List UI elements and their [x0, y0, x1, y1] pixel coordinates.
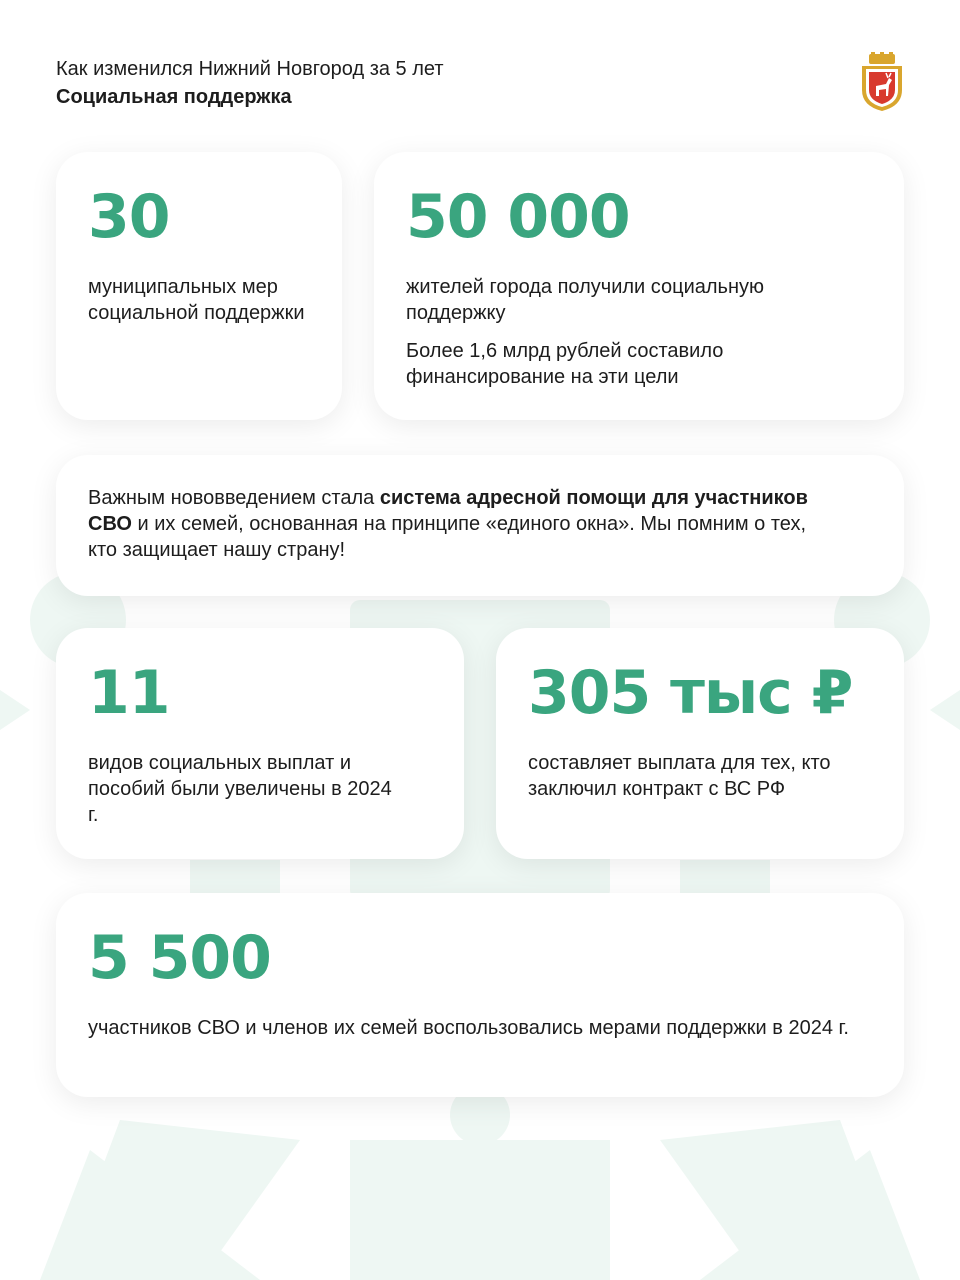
innovation-text-part2: и их семей, основанная на принципе «единого окна». Мы помним о тех, кто защищает нашу страну!: [88, 513, 806, 561]
svo-value: 5 500: [88, 923, 271, 993]
contract-text: составляет выплата для тех, кто заключил контракт с ВС РФ: [528, 752, 831, 800]
card-residents-supported: [374, 152, 904, 420]
nizhny-novgorod-coat-of-arms-icon: [858, 52, 906, 112]
innovation-text-bold: система адресной помощи для участников СВО: [88, 487, 808, 535]
payments-value: 11: [88, 658, 170, 728]
measures-text: муниципальных мер социальной поддержки: [88, 276, 305, 324]
payments-text: видов социальных выплат и пособий были увеличены в 2024 г.: [88, 752, 392, 826]
svo-text: участников СВО и членов их семей воспользовались мерами поддержки в 2024 г.: [88, 1017, 849, 1039]
card-svo-families: [56, 893, 904, 1097]
residents-value: 50 000: [406, 182, 630, 252]
card-contract-payment: [496, 628, 904, 859]
funding-note: Более 1,6 млрд рублей составило финансирование на эти цели: [406, 340, 724, 388]
measures-value: 30: [88, 182, 170, 252]
innovation-text: [88, 455, 828, 563]
contract-value: 305 тыс ₽: [528, 658, 853, 728]
card-svo-innovation: [56, 455, 904, 596]
page-header: [56, 56, 444, 112]
innovation-text-part1: Важным нововведением стала: [88, 487, 380, 509]
card-social-measures: [56, 152, 342, 420]
card-payments-increased: [56, 628, 464, 859]
residents-text: жителей города получили социальную поддержку: [406, 276, 765, 324]
page-subtitle: Социальная поддержка: [56, 86, 292, 108]
page-title: Как изменился Нижний Новгород за 5 лет: [56, 58, 444, 80]
